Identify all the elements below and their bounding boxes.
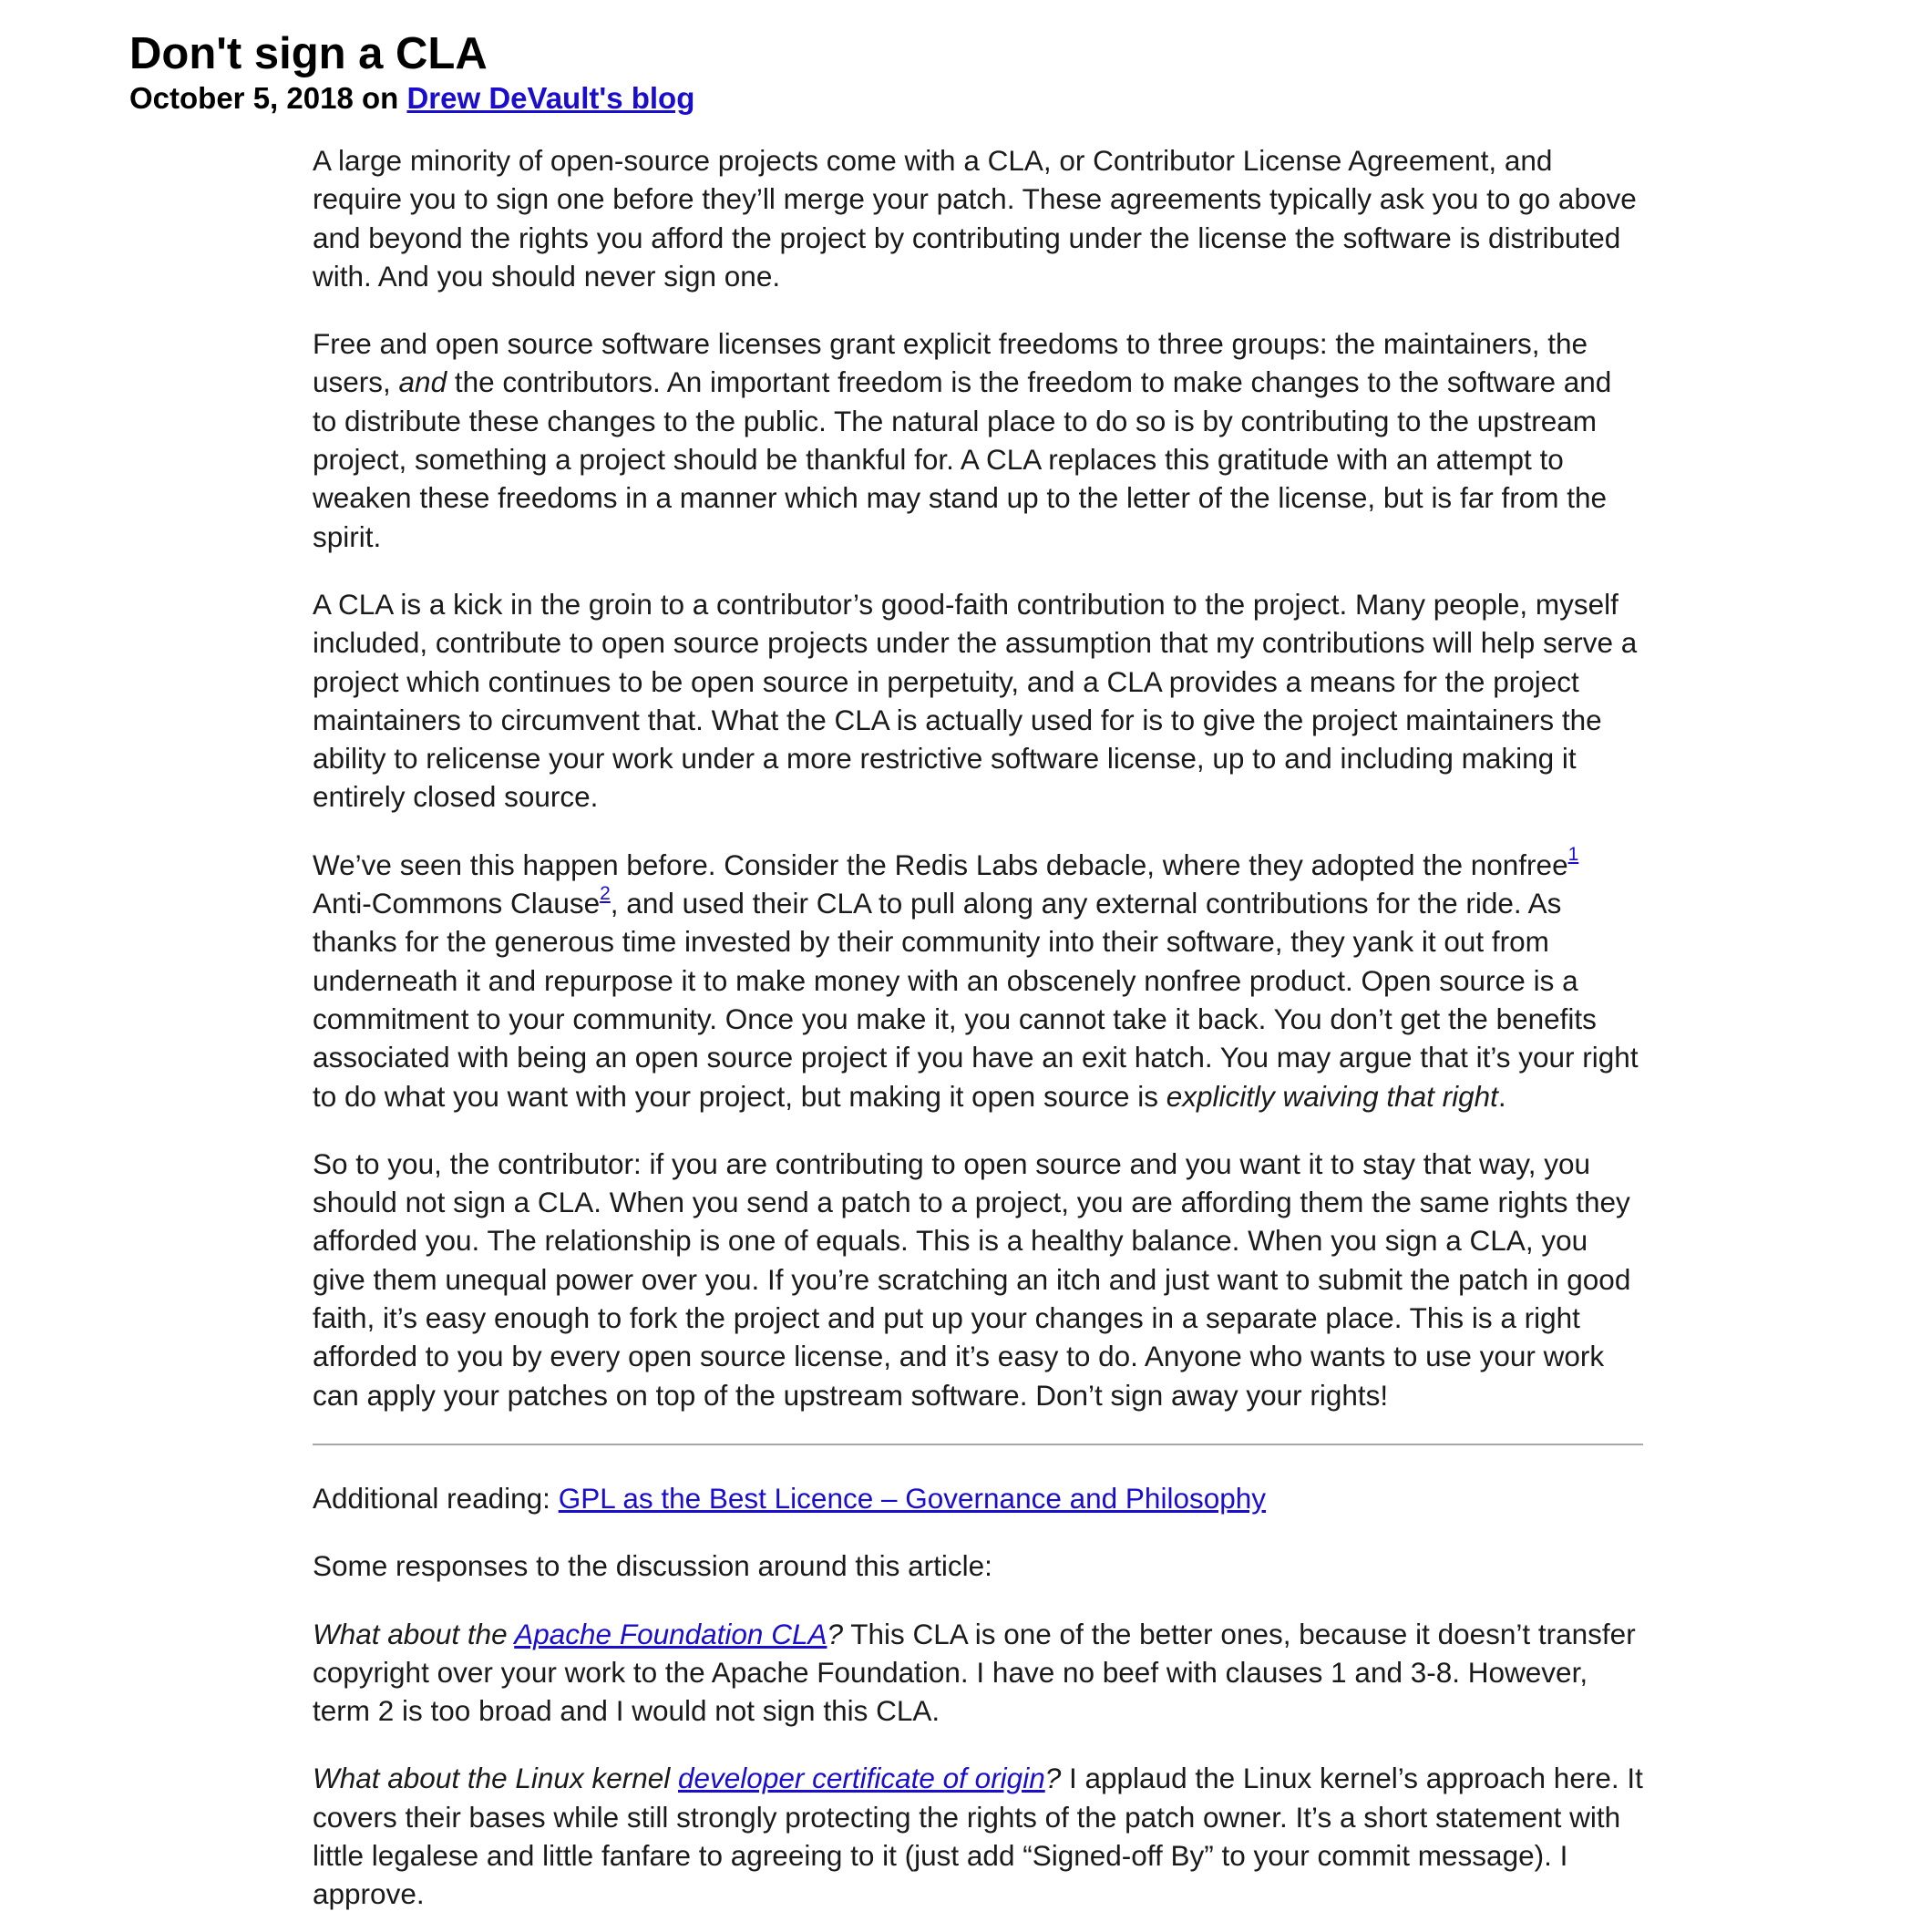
apache-cla-link[interactable]: Apache Foundation CLA (514, 1617, 827, 1650)
responses-intro: Some responses to the discussion around this article: (313, 1549, 992, 1583)
paragraph-freedoms-text-a: Free and open source software licenses grant explicit freedoms to three groups: the maintainers, the users, (313, 327, 1588, 399)
response-apache (313, 1615, 1643, 1731)
additional-reading-label: Additional reading: (313, 1481, 559, 1515)
paragraph-kick: A CLA is a kick in the groin to a contributor’s good-faith contribution to the project. Many people, myself included, contribute to open source projects under the assumption that my contributions will help serve a project which continues to be open source in perpetuity, and a CLA provides a means for the project maintainers to circumvent that. What the CLA is actually used for is to give the project maintainers the ability to relicense your work under a more restrictive software license, up to and including making it entirely closed source. (313, 587, 1638, 814)
response-linux-question (313, 1762, 1061, 1794)
paragraph-redis-text-a: We’ve seen this happen before. Consider the Redis Labs debacle, where they adopted the nonfree (313, 848, 1568, 881)
paragraph-redis-text-b: Anti-Commons Clause (313, 887, 601, 920)
paragraph-intro: A large minority of open-source projects come with a CLA, or Contributor License Agreement, and require you to sign one before they’ll merge your patch. These agreements typically ask you to go above and beyond the rights you afford the project by contributing under the license the software is distributed with. And you should never sign one. (313, 144, 1637, 293)
response-apache-answer: This CLA is one of the better ones, because it doesn’t transfer copyright over your work to the Apache Foundation. I have no beef with clauses 1 and 3-8. However, term 2 is too broad and I would not sign this CLA. (313, 1617, 1636, 1728)
page-title: Don't sign a CLA (129, 29, 488, 78)
paragraph-redis-text-c: , and used their CLA to pull along any external contributions for the ride. As thanks for the generous time invested by their community into their software, they yank it out from underneath it and repurpose it to make money with an obscenely nonfree product. Open source is a commitment to your community. Once you make it, you cannot take it back. You don’t get the benefits associated with being an open source project if you have an exit hatch. You may argue that it’s your right to do what you want with your project, but making it open source is (313, 887, 1639, 1113)
response-apache-question (313, 1618, 843, 1650)
footnote-ref-1[interactable] (1568, 844, 1579, 865)
response-linux-answer: I applaud the Linux kernel’s approach here. It covers their bases while still strongly protecting the rights of the patch owner. It’s a short statement with little legalese and little fanfare to agreeing to it (just add “Signed-off By” to your commit message). I approve. (313, 1762, 1643, 1911)
additional-reading (313, 1479, 1643, 1517)
section-divider (313, 1444, 1643, 1445)
paragraph-redis-text-d: . (1497, 1079, 1506, 1113)
paragraph-freedoms-emphasis: and (398, 365, 447, 399)
response-apache-question-a: What about the (313, 1617, 515, 1650)
dco-link[interactable]: developer certificate of origin (678, 1762, 1045, 1795)
footnote-link-2[interactable]: 2 (600, 882, 611, 904)
response-apache-question-b: ? (827, 1617, 844, 1650)
footnote-ref-2[interactable] (600, 883, 611, 904)
footnote-link-1[interactable]: 1 (1567, 844, 1579, 866)
post-date: October 5, 2018 on (129, 81, 407, 115)
paragraph-contributor: So to you, the contributor: if you are contributing to open source and you want it to stay that way, you should not sign a CLA. When you send a patch to a project, you are affording them the same rights they afforded you. The relationship is one of equals. This is a healthy balance. When you sign a CLA, you give them unequal power over you. If you’re scratching an itch and just want to submit the patch in good faith, it’s easy enough to fork the project and put up your changes in a separate place. This is a right afforded to you by every open source license, and it’s easy to do. Anyone who wants to use your work can apply your patches on top of the upstream software. Don’t sign away your rights! (313, 1146, 1631, 1412)
additional-reading-link[interactable]: GPL as the Best Licence – Governance and Philosophy (558, 1481, 1267, 1515)
byline (129, 80, 694, 117)
paragraph-freedoms (313, 324, 1643, 556)
response-linux (313, 1759, 1643, 1913)
paragraph-freedoms-text-b: the contributors. An important freedom is the freedom to make changes to the software and to distribute these changes to the public. The natural place to do so is by contributing to the upstream project, something a project should be thankful for. A CLA replaces this gratitude with an attempt to weaken these freedoms in a manner which may stand up to the letter of the license, but is far from the spirit. (313, 365, 1612, 553)
response-linux-question-a: What about the Linux kernel (313, 1762, 678, 1795)
article-body (313, 141, 1643, 1932)
paragraph-redis-emphasis: explicitly waiving that right (1166, 1079, 1498, 1113)
blog-link[interactable]: Drew DeVault's blog (406, 81, 695, 115)
response-linux-question-b: ? (1044, 1762, 1062, 1795)
paragraph-redis (313, 846, 1643, 1115)
